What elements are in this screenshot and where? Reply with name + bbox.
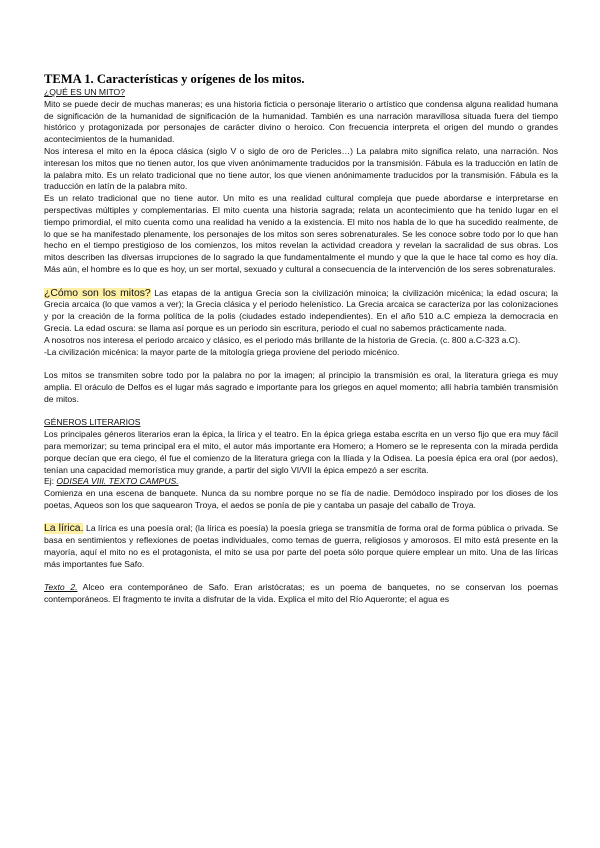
paragraph: [44, 288, 558, 335]
highlighted-heading-la-lirica: La lírica.: [44, 523, 84, 535]
paragraph-text: Alceo era contemporáneo de Safo. Eran aristócratas; es un poema de banquetes, no se conservan los poemas contemporáneos. El fragmento te invita a disfrutar de la vida. Explica el mito del Río Aqueronte; el agua es: [44, 582, 558, 605]
paragraph-text: La lírica es una poesía oral; (la lírica es poesía) la poesía griega se transmitía de forma oral de forma pública o privada. Se basa en sentimientos y reflexiones de poetas individuales, como temas de guerra, religiosos y amorosos. El mito está presente en la mayoría, aquí el mito no es el protagonista, el mito se usa por parte del poeta sólo porque quiere emplear un mito. Una de las líricas más importantes fue Safo.: [44, 523, 558, 569]
paragraph: Mito se puede decir de muchas maneras; es una historia ficticia o personaje literario o artístico que condensa alguna realidad humana de significación de la humanidad de significación de la humanidad. También es una narración maravillosa situada fuera del tiempo histórico y protagonizada por personajes de carácter divino o heroico. Con frecuencia interpreta el origen del mundo o grandes acontecimientos de la humanidad.: [44, 98, 558, 145]
texto-label: Texto 2.: [44, 582, 78, 593]
section-heading-generos-literarios: GÉNEROS LITERARIOS: [44, 417, 141, 428]
paragraph: A nosotros nos interesa el periodo arcaico y clásico, es el periodo más brillante de la historia de Grecia. (c. 800 a.C-323 a.C).: [44, 334, 521, 345]
example-reference-title: ODISEA VIII. TEXTO CAMPUS.: [56, 476, 179, 487]
paragraph: Los principales géneros literarios eran la épica, la lírica y el teatro. En la épica griega estaba escrita en un verso fijo que era muy fácil para memorizar; su tema principal era el mito, el autor más importante era Homero; a Homero se le representa con la mirada perdida porque decían que era ciego, él fue el comienzo de la literatura griega con la Ilíada y la Odisea. La poesía épica era oral (por aedos), tenían una capacidad memorística muy grande, a partir del siglo VI/VII la épica empezó a ser escrita.: [44, 429, 558, 475]
paragraph: Es un relato tradicional que no tiene autor. Un mito es una realidad cultural compleja que puede abordarse e interpretarse en perspectivas múltiples y complementarias. El mito cuenta una historia sagrada; relata un acontecimiento que ha tenido lugar en el tiempo primordial, el mito cuenta como una realidad ha venido a la existencia. El mito nos habla de lo que ha sucedido realmente, de lo que se ha manifestado plenamente, los personajes de los mitos son seres sobrenaturales. Se les conoce sobre todo por lo que han hecho en el tiempo prestigioso de los comienzos, los mitos revelan la actividad creadora y revelan la sacralidad de sus obras. Los mitos describen las diversas irrupciones de lo sagrado la que fundamentalmente el mundo y que la que le hace tal como es hoy día. Más aún, el hombre es lo que es hoy, un ser mortal, sexuado y cultural a consecuencia de la intervención de los seres sobrenaturales.: [44, 193, 558, 274]
example-label: Ej:: [44, 476, 57, 487]
paragraph: [44, 523, 558, 570]
document-title: TEMA 1. Características y orígenes de los mitos.: [44, 72, 305, 86]
paragraph: Nos interesa el mito en la época clásica (siglo V o siglo de oro de Pericles…) La palabra mito significa relato, una narración. Nos interesan los mitos que no tienen autor, los que viven anónimamente traducidos por la transmisión. Fábula es la traducción en latín de la palabra mito. Es un relato tradicional que no tiene autor, los que vienen anónimamente traducidos por la transmisión. Fábula es la traducción en latín de la palabra mito.: [44, 145, 558, 192]
paragraph: Comienza en una escena de banquete. Nunca da su nombre porque no se fía de nadie. Demódoco inspirado por los dioses de los poetas, Aqueos son los que saquearon Troya, el aedos se ponía de pie y cantaba un pasaje del caballo de Troya.: [44, 488, 558, 510]
example-reference: [44, 476, 558, 488]
highlighted-heading-como-son-los-mitos: ¿Cómo son los mitos?: [44, 287, 151, 299]
paragraph: -La civilización micénica: la mayor parte de la mitología griega proviene del periodo micénico.: [44, 346, 400, 357]
paragraph: Los mitos se transmiten sobre todo por la palabra no por la imagen; al principio la transmisión es oral, la literatura griega es muy amplia. El oráculo de Delfos es el lugar más sagrado e importante para los griegos en aquel momento; allí habría también transmisión de mitos.: [44, 370, 558, 404]
paragraph: [44, 582, 558, 606]
paragraph-text: Las etapas de la antigua Grecia son la civilización minoica; la civilización micénica; la edad oscura; la Grecia arcaica (lo que vamos a ver); la Grecia clásica y el periodo helenístico. La Grecia arcaica se caracteriza por las colonizaciones y por la creación de la forma política de la polis (ciudades estado independientes). En el año 510 a.C empieza la democracia en Grecia. La edad oscura: se llama así porque es un periodo sin escritura, periodo el cual no sabemos prácticamente nada.: [44, 287, 558, 333]
document-page: [44, 72, 558, 606]
section-heading-que-es-un-mito: ¿QUÉ ES UN MITO?: [44, 87, 126, 97]
